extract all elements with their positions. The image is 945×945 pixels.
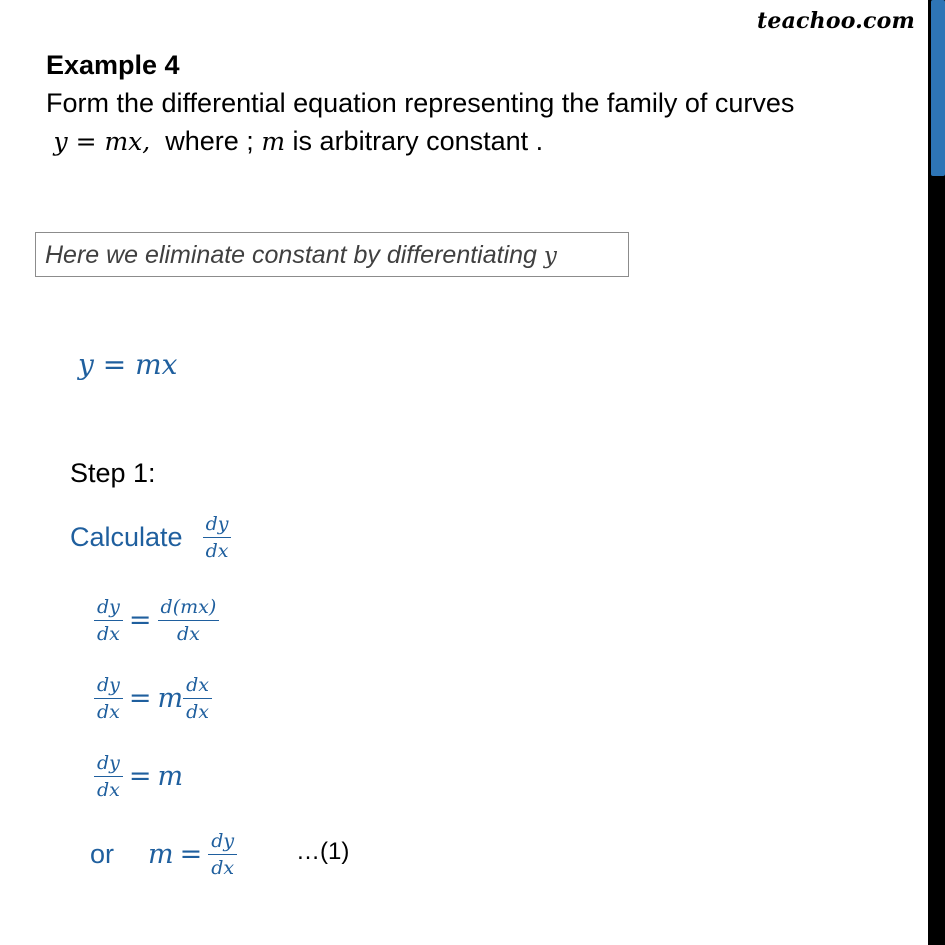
question-line-2 — [46, 122, 906, 161]
fraction-denominator: dx — [211, 857, 235, 879]
coefficient-m: m — [157, 683, 184, 714]
fraction-numerator: dy — [94, 596, 123, 621]
fraction-numerator: dy — [203, 513, 232, 538]
line4-rhs-fraction — [208, 830, 237, 879]
fraction-denominator: dx — [97, 779, 120, 801]
scroll-thumb[interactable] — [931, 0, 945, 176]
equals-sign: = — [128, 683, 152, 714]
curve-equation: y = mx, — [53, 127, 151, 156]
question-heading: Example 4 — [46, 50, 180, 80]
m-variable: m — [148, 839, 174, 870]
or-label: or — [90, 839, 115, 869]
line2-rhs-fraction — [183, 674, 212, 723]
constant-description: is arbitrary constant . — [292, 126, 544, 156]
derivation-line-3 — [94, 752, 183, 801]
hint-box — [35, 232, 629, 277]
calculate-label: Calculate — [70, 522, 183, 552]
line1-lhs-fraction — [94, 596, 123, 645]
fraction-denominator: dx — [97, 701, 120, 723]
fraction-numerator: d(mx) — [158, 596, 220, 621]
derivation-line-4 — [90, 830, 237, 879]
equation-reference: …(1) — [296, 838, 350, 865]
fraction-numerator: dx — [183, 674, 212, 699]
vertical-scrollbar[interactable] — [928, 0, 945, 945]
hint-text: Here we eliminate constant by differentiating — [45, 241, 537, 269]
derivation-line-1 — [94, 596, 219, 645]
fraction-numerator: dy — [94, 752, 123, 777]
fraction-denominator: dx — [97, 623, 120, 645]
result-m: m — [157, 761, 184, 792]
line3-lhs-fraction — [94, 752, 123, 801]
question-block — [46, 46, 906, 161]
step-label: Step 1: — [70, 458, 156, 488]
equals-sign: = — [179, 839, 203, 870]
calculate-row — [70, 513, 231, 562]
line1-rhs-fraction — [158, 596, 220, 645]
brand-logo: teachoo.com — [757, 8, 915, 34]
equals-sign: = — [128, 605, 152, 636]
constant-variable: m — [261, 127, 286, 156]
where-text: where ; — [165, 126, 254, 156]
question-line-1: Form the differential equation representing the family of curves — [46, 88, 795, 118]
fraction-numerator: dy — [94, 674, 123, 699]
fraction-denominator: dx — [176, 623, 200, 645]
fraction-denominator: dx — [186, 701, 210, 723]
line2-lhs-fraction — [94, 674, 123, 723]
calculate-fraction — [203, 513, 232, 562]
derivation-line-2 — [94, 674, 212, 723]
hint-variable: y — [543, 243, 557, 269]
given-equation: y = mx — [78, 348, 178, 381]
equals-sign: = — [128, 761, 152, 792]
fraction-numerator: dy — [208, 830, 237, 855]
fraction-denominator: dx — [205, 540, 229, 562]
